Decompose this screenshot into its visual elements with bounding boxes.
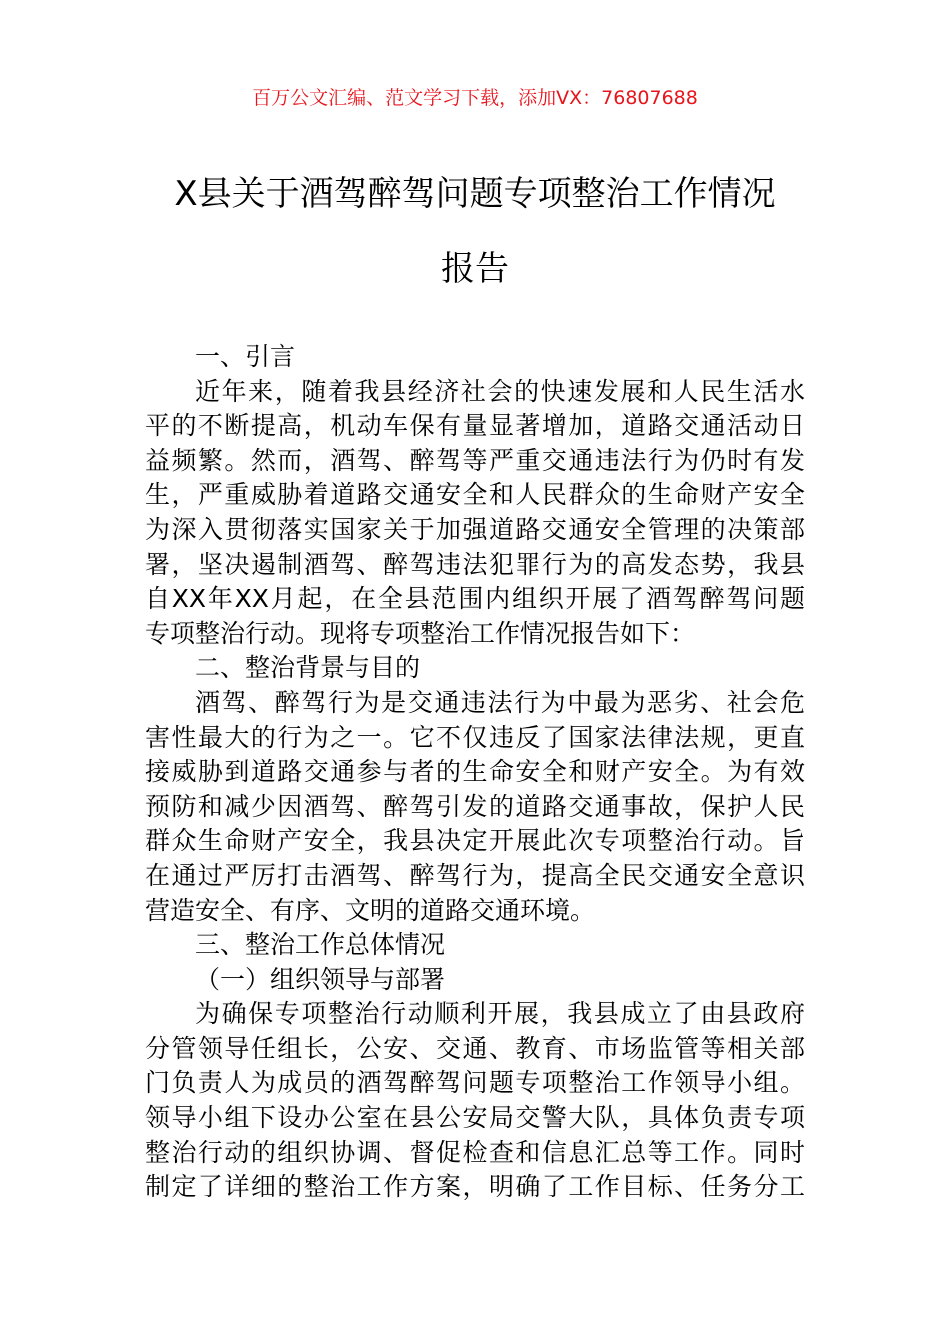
paragraph-line: 预防和减少因酒驾、醉驾引发的道路交通事故，保护人民 <box>145 791 805 821</box>
paragraph-line: 平的不断提高，机动车保有量显著增加，道路交通活动日 <box>145 411 805 441</box>
paragraph-line: 整治行动的组织协调、督促检查和信息汇总等工作。同时 <box>145 1137 805 1167</box>
paragraph-line: 为确保专项整治行动顺利开展，我县成立了由县政府 <box>195 999 805 1029</box>
paragraph-line: 群众生命财产安全，我县决定开展此次专项整治行动。旨 <box>145 826 805 856</box>
subsection-heading-organization: （一）组织领导与部署 <box>195 964 446 994</box>
section-heading-background: 二、整治背景与目的 <box>195 653 421 683</box>
paragraph-line: 署，坚决遏制酒驾、醉驾违法犯罪行为的高发态势，我县 <box>145 549 805 579</box>
paragraph-line: 生，严重威胁着道路交通安全和人民群众的生命财产安全 <box>145 480 805 510</box>
document-title-line-1: X县关于酒驾醉驾问题专项整治工作情况 <box>174 174 776 214</box>
section-heading-intro: 一、引言 <box>195 342 296 371</box>
paragraph-line: 益频繁。然而，酒驾、醉驾等严重交通违法行为仍时有发 <box>145 445 805 475</box>
document-body <box>145 340 805 1205</box>
section-heading-overall: 三、整治工作总体情况 <box>195 930 446 960</box>
paragraph-line: 害性最大的行为之一。它不仅违反了国家法律法规，更直 <box>145 722 805 752</box>
paragraph-line: 领导小组下设办公室在县公安局交警大队，具体负责专项 <box>145 1103 805 1133</box>
paragraph-line: 制定了详细的整治工作方案，明确了工作目标、任务分工 <box>145 1172 805 1202</box>
paragraph-line: 营造安全、有序、文明的道路交通环境。 <box>145 895 596 925</box>
paragraph-line: 门负责人为成员的酒驾醉驾问题专项整治工作领导小组。 <box>145 1068 805 1098</box>
paragraph-line: 自XX年XX月起，在全县范围内组织开展了酒驾醉驾问题 <box>145 584 805 614</box>
paragraph-line: 专项整治行动。现将专项整治工作情况报告如下： <box>145 618 696 648</box>
paragraph-line: 近年来，随着我县经济社会的快速发展和人民生活水 <box>195 376 805 406</box>
paragraph-line: 分管领导任组长，公安、交通、教育、市场监管等相关部 <box>145 1033 805 1063</box>
paragraph-line: 为深入贯彻落实国家关于加强道路交通安全管理的决策部 <box>145 514 805 544</box>
watermark-banner: 百万公文汇编、范文学习下载，添加VX：76807688 <box>252 87 698 109</box>
paragraph-line: 酒驾、醉驾行为是交通违法行为中最为恶劣、社会危 <box>195 687 805 717</box>
paragraph-line: 接威胁到道路交通参与者的生命安全和财产安全。为有效 <box>145 757 805 787</box>
paragraph-line: 在通过严厉打击酒驾、醉驾行为，提高全民交通安全意识 <box>145 860 805 890</box>
document-title-line-2: 报告 <box>441 249 509 289</box>
